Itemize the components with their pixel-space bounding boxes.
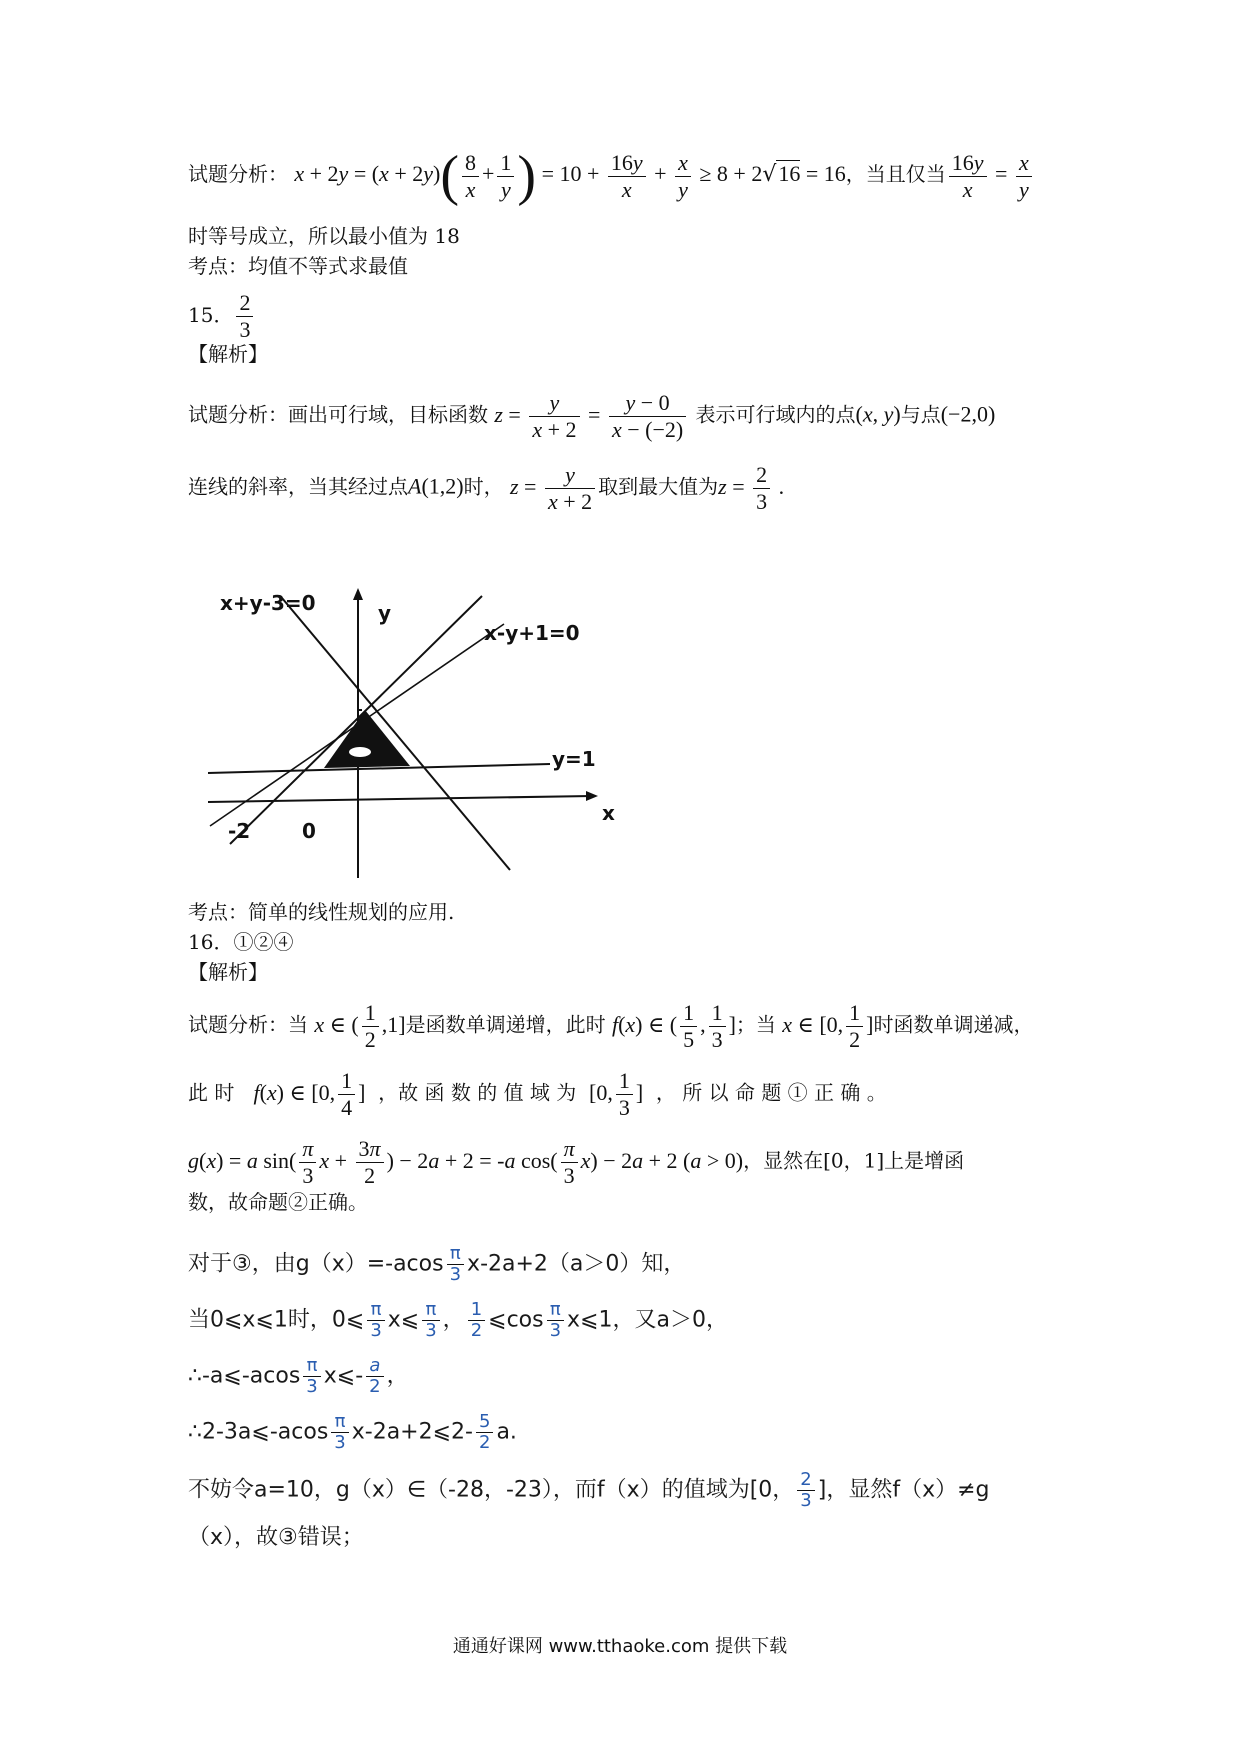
feasible-region-graph [200, 588, 640, 888]
y-axis-arrow [353, 588, 363, 600]
analysis-14-line1: 试题分析： x + 2y = (x + 2y)( $\frac{8}{x}$ + $\frac{1}{y}$ ) = 10 + $\frac{16y}{x}$ + $\frac{x}{y}$ ≥ 8 + 2√16 = 16，当且仅当 $\frac{16y}{x}$ = $\frac{x}{y}$ [188, 148, 1035, 204]
equality-condition-label: ，当且仅当 [845, 162, 946, 187]
region-mark [349, 747, 371, 757]
label-minus-2: -2 [228, 819, 251, 843]
label-origin: 0 [302, 819, 316, 843]
analysis-16-line2: 此 时 f(x) ∈ [0, $\frac{1}{4}$ ] ，故 函 数 的 值 域 为 [0, $\frac{1}{3}$ ] ， 所 以 命 题 ① 正 确 。 [188, 1068, 887, 1120]
analysis-16-prop3-line2: 当0⩽x⩽1时，0⩽ $\frac{\pi}{3}$ x⩽ $\frac{\pi}{3}$ ， $\frac{1}{2}$ ⩽cos $\frac{\pi}{3}$ x⩽1，又a＞0， [188, 1299, 728, 1341]
x-axis-arrow [586, 791, 598, 801]
analysis-14-line2: 时等号成立，所以最小值为 18 [188, 224, 460, 248]
question-15-answer: 15． $\frac{2}{3}$ [188, 290, 256, 343]
analysis-16-line4: 数，故命题②正确。 [188, 1190, 368, 1214]
analysis-16-prop3-line3: ∴-a⩽-acos $\frac{\pi}{3}$ x⩽- $\frac{a}{2}$ ， [188, 1355, 409, 1397]
kaodian-14: 考点：均值不等式求最值 [188, 254, 408, 278]
analysis-16-prop3-line6: （x），故③错误； [188, 1525, 364, 1550]
inequality-formula: x + 2y = (x + 2y)( $\frac{8}{x}$ + $\frac{1}{y}$ ) = 10 + $\frac{16y}{x}$ + $\frac{x}{y}$ ≥ 8 + 2√16 = 16 [294, 145, 846, 207]
analysis-16-prop3-line5: 不妨令a=10，g（x）∈（-28，-23），而f（x）的值域为[0， $\frac{2}{3}$ ]，显然f（x）≠g [188, 1469, 990, 1511]
x-axis [208, 796, 592, 802]
analysis-label: 试题分析： [188, 162, 288, 187]
label-line-x-plus-y-minus-3: x+y-3=0 [220, 591, 316, 615]
analysis-16-prop3-line1: 对于③，由g（x）=-acos $\frac{\pi}{3}$ x-2a+2（a＞0）知， [188, 1243, 686, 1285]
label-line-x-minus-y-plus-1: x-y+1=0 [484, 621, 580, 645]
line-x-minus-y-plus-1 [230, 596, 482, 844]
analysis-15-line1: 试题分析：画出可行域，目标函数 z = $\frac{y}{x + 2}$ = $\frac{y - 0}{x - (-2)}$ 表示可行域内的点(x, y)与点(−2,0) [188, 390, 996, 442]
jiexi-16: 【解析】 [188, 960, 268, 984]
kaodian-15: 考点：简单的线性规划的应用. [188, 900, 455, 924]
analysis-16-prop3-line4: ∴2-3a⩽-acos $\frac{\pi}{3}$ x-2a+2⩽2- $\frac{5}{2}$ a. [188, 1411, 517, 1453]
label-x-axis: x [602, 801, 615, 825]
jiexi-15: 【解析】 [188, 342, 268, 366]
line-x-plus-y-minus-3 [282, 598, 510, 870]
footer-source: 通通好课网 www.tthaoke.com 提供下载 [452, 1636, 788, 1657]
label-y-equals-1: y=1 [552, 747, 596, 771]
analysis-15-line2: 连线的斜率，当其经过点A(1,2)时， z = $\frac{y}{x + 2}$ 取到最大值为z = $\frac{2}{3}$ . [188, 462, 785, 514]
analysis-16-line1: 试题分析：当 x ∈ ( $\frac{1}{2}$ ,1]是函数单调递增，此时 f(x) ∈ ( $\frac{1}{5}$ , $\frac{1}{3}$ ]；当 x ∈ [0, $\frac{1}{2}$ ]时函数单调递减， [188, 1000, 1034, 1052]
question-16-answer: 16．①②④ [188, 930, 294, 954]
analysis-16-line3: g(x) = a sin( $\frac{\pi}{3}$ x + $\frac{3\pi}{2}$ ) − 2a + 2 = -a cos( $\frac{\pi}{3}$ x) − 2a + 2 (a > 0)，显然在[0，1]上是增函 [188, 1136, 965, 1188]
label-y-axis: y [378, 601, 392, 625]
